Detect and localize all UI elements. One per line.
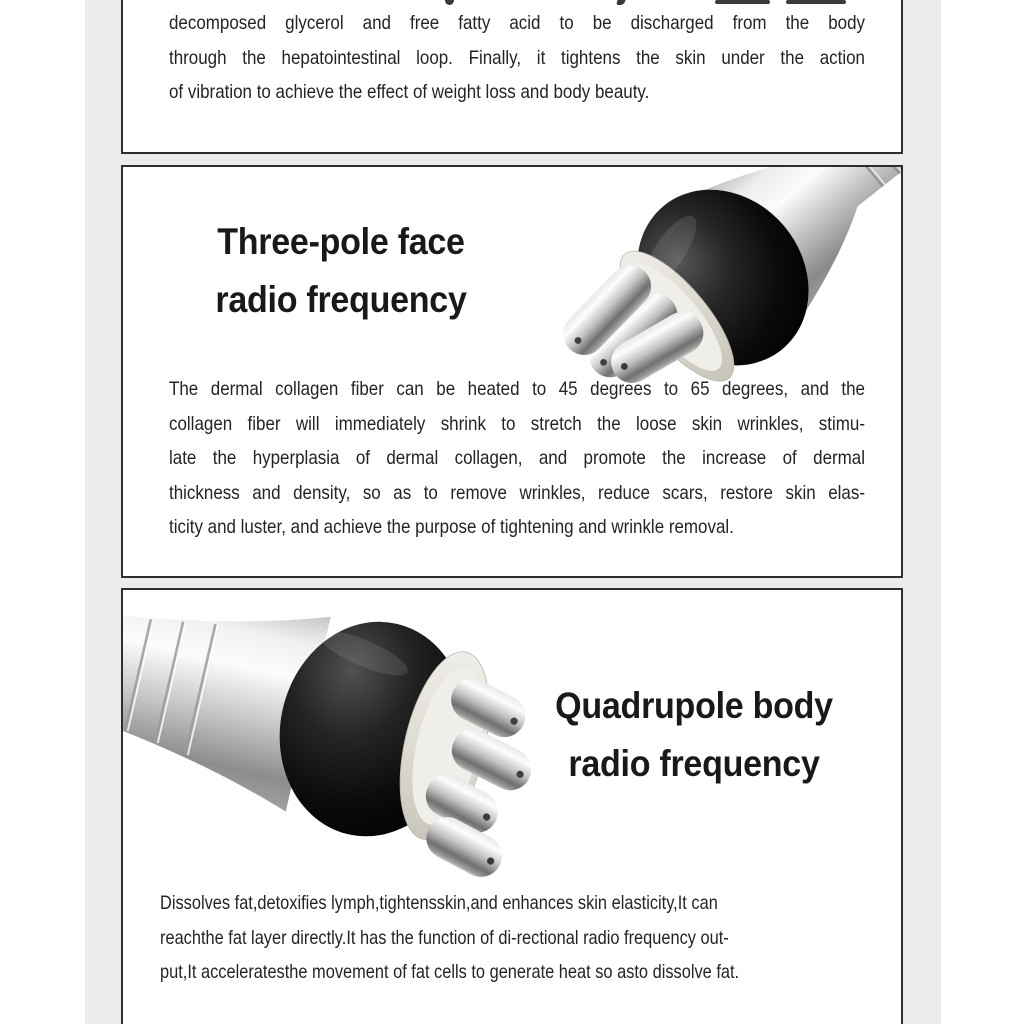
clipped-text-remnant <box>786 0 846 4</box>
paragraph-line: put,It acceleratesthe movement of fat cells to generate heat so asto dissolve fat. <box>160 961 740 984</box>
clipped-text-remnant <box>715 0 770 4</box>
heading-line: Quadrupole body <box>555 685 833 726</box>
paragraph-line: of vibration to achieve the effect of weight loss and body beauty. <box>169 81 650 104</box>
paragraph-line: decomposed glycerol and free fatty acid to be discharged from the body <box>169 12 865 34</box>
paragraph-line: collagen fiber will immediately shrink to stretch the loose skin wrinkles, stimu- <box>169 412 865 435</box>
paragraph-line: Dissolves fat,detoxifies lymph,tightensskin,and enhances skin elasticity,It can <box>160 892 718 914</box>
body-rf-panel <box>121 588 903 1024</box>
clipped-text-remnant <box>616 0 625 5</box>
paragraph-line: ticity and luster, and achieve the purpose of tightening and wrinkle removal. <box>169 516 734 539</box>
clipped-text-remnant <box>445 0 454 5</box>
heading-line: radio frequency <box>568 743 820 784</box>
face-rf-heading <box>131 213 551 329</box>
top-paragraph <box>169 6 865 110</box>
face-rf-panel <box>121 165 903 578</box>
body-rf-paragraph <box>160 886 983 990</box>
paragraph-line: late the hyperplasia of dermal collagen, and promote the increase of dermal <box>169 447 865 470</box>
paragraph-line: thickness and density, so as to remove wrinkles, reduce scars, restore skin elas- <box>169 481 865 504</box>
heading-line: radio frequency <box>215 279 467 320</box>
paragraph-line: The dermal collagen fiber can be heated to 45 degrees to 65 degrees, and the <box>169 378 865 400</box>
body-rf-heading <box>484 677 904 793</box>
paragraph-line: through the hepatointestinal loop. Finally, it tightens the skin under the action <box>169 46 865 69</box>
top-text-panel <box>121 0 903 154</box>
face-rf-paragraph <box>169 372 865 545</box>
heading-line: Three-pole face <box>217 221 465 262</box>
paragraph-line: reachthe fat layer directly.It has the function of di-rectional radio frequency out- <box>160 926 729 949</box>
